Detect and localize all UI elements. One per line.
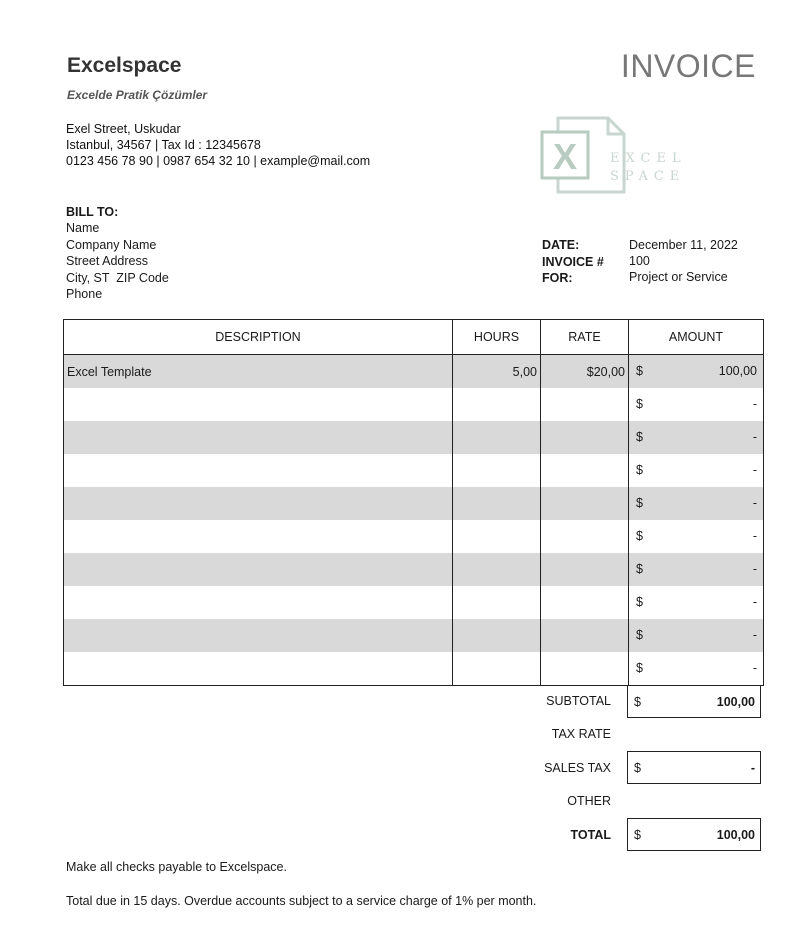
amount-value: -: [752, 397, 757, 411]
rate-cell[interactable]: [541, 487, 629, 520]
header-amount: AMOUNT: [629, 320, 764, 355]
table-row: [64, 487, 764, 520]
excel-space-logo: [540, 114, 690, 194]
subtotal-cell[interactable]: [627, 685, 761, 718]
rate-cell[interactable]: $20,00: [541, 355, 629, 389]
amount-value: -: [752, 595, 757, 609]
bill-to-city: City, ST ZIP Code: [66, 271, 169, 285]
rate-cell[interactable]: [541, 619, 629, 652]
amount-currency: $: [636, 661, 643, 675]
description-cell[interactable]: Excel Template: [64, 355, 453, 389]
description-cell[interactable]: [64, 421, 453, 454]
amount-currency: $: [636, 430, 643, 444]
table-row: [64, 586, 764, 619]
amount-value: -: [752, 529, 757, 543]
rate-cell[interactable]: [541, 388, 629, 421]
description-cell[interactable]: [64, 388, 453, 421]
bill-to-street: Street Address: [66, 254, 148, 268]
amount-cell[interactable]: [629, 355, 764, 389]
date-label: DATE:: [542, 238, 580, 252]
amount-value: -: [752, 430, 757, 444]
for-label: FOR:: [542, 271, 573, 285]
other-label: OTHER: [567, 794, 611, 808]
hours-cell[interactable]: [453, 388, 541, 421]
rate-cell[interactable]: [541, 421, 629, 454]
rate-cell[interactable]: [541, 652, 629, 686]
company-contact-line: 0123 456 78 90 | 0987 654 32 10 | example@mail.com: [66, 154, 371, 168]
company-tagline: Excelde Pratik Çözümler: [67, 88, 208, 102]
hours-cell[interactable]: [453, 421, 541, 454]
hours-cell[interactable]: [453, 520, 541, 553]
description-cell[interactable]: [64, 487, 453, 520]
amount-currency: $: [636, 364, 643, 378]
amount-currency: $: [636, 628, 643, 642]
company-address-line2: Istanbul, 34567 | Tax Id : 12345678: [66, 138, 261, 152]
table-row: [64, 652, 764, 686]
svg-text:EXCEL: EXCEL: [610, 151, 687, 166]
rate-cell[interactable]: [541, 553, 629, 586]
hours-cell[interactable]: [453, 652, 541, 686]
invoice-number-value: 100: [629, 254, 650, 268]
table-row: [64, 553, 764, 586]
table-row: [64, 421, 764, 454]
bill-to-name: Name: [66, 221, 100, 235]
table-row: [64, 454, 764, 487]
hours-cell[interactable]: [453, 454, 541, 487]
amount-currency: $: [636, 562, 643, 576]
amount-currency: $: [636, 397, 643, 411]
amount-cell[interactable]: [629, 586, 764, 619]
description-cell[interactable]: [64, 652, 453, 686]
bill-to-phone: Phone: [66, 287, 103, 301]
total-value: 100,00: [716, 828, 755, 842]
svg-text:X: X: [552, 136, 578, 177]
invoice-number-label: INVOICE #: [542, 255, 604, 269]
amount-currency: $: [636, 496, 643, 510]
svg-text:SPACE: SPACE: [610, 169, 686, 184]
description-cell[interactable]: [64, 553, 453, 586]
company-name: Excelspace: [67, 54, 182, 77]
hours-cell[interactable]: 5,00: [453, 355, 541, 389]
total-cell[interactable]: [627, 818, 761, 851]
sales-tax-label: SALES TAX: [544, 761, 611, 775]
rate-cell[interactable]: [541, 586, 629, 619]
amount-cell[interactable]: [629, 421, 764, 454]
amount-value: -: [752, 463, 757, 477]
total-currency: $: [634, 828, 641, 842]
amount-value: -: [752, 628, 757, 642]
amount-cell[interactable]: [629, 619, 764, 652]
invoice-title: INVOICE: [620, 48, 756, 84]
amount-currency: $: [636, 529, 643, 543]
tax-rate-cell[interactable]: [627, 718, 761, 751]
description-cell[interactable]: [64, 454, 453, 487]
table-row: [64, 619, 764, 652]
hours-cell[interactable]: [453, 586, 541, 619]
amount-cell[interactable]: [629, 520, 764, 553]
table-row: [64, 388, 764, 421]
hours-cell[interactable]: [453, 487, 541, 520]
amount-value: -: [752, 496, 757, 510]
amount-cell[interactable]: [629, 487, 764, 520]
amount-value: 100,00: [718, 364, 757, 378]
description-cell[interactable]: [64, 619, 453, 652]
sales-tax-value: -: [750, 761, 755, 775]
subtotal-currency: $: [634, 695, 641, 709]
total-label: TOTAL: [570, 828, 611, 842]
hours-cell[interactable]: [453, 553, 541, 586]
tax-rate-label: TAX RATE: [551, 727, 611, 741]
table-row: [64, 520, 764, 553]
line-items-table: [63, 319, 764, 686]
rate-cell[interactable]: [541, 520, 629, 553]
payable-note: Make all checks payable to Excelspace.: [66, 860, 287, 874]
table-header-row: [64, 320, 764, 355]
amount-cell[interactable]: [629, 388, 764, 421]
terms-note: Total due in 15 days. Overdue accounts subject to a service charge of 1% per month.: [66, 894, 537, 908]
header-description: DESCRIPTION: [64, 320, 453, 355]
for-value: Project or Service: [629, 270, 728, 284]
amount-currency: $: [636, 463, 643, 477]
subtotal-label: SUBTOTAL: [546, 694, 611, 708]
amount-cell[interactable]: [629, 553, 764, 586]
description-cell[interactable]: [64, 520, 453, 553]
header-rate: RATE: [541, 320, 629, 355]
bill-to-company: Company Name: [66, 238, 157, 252]
amount-cell[interactable]: [629, 454, 764, 487]
rate-cell[interactable]: [541, 454, 629, 487]
table-row: [64, 355, 764, 389]
company-address-line1: Exel Street, Uskudar: [66, 122, 181, 136]
amount-currency: $: [636, 595, 643, 609]
other-cell[interactable]: [627, 785, 761, 818]
amount-value: -: [752, 661, 757, 675]
hours-cell[interactable]: [453, 619, 541, 652]
header-hours: HOURS: [453, 320, 541, 355]
bill-to-label: BILL TO:: [66, 205, 119, 219]
date-value: December 11, 2022: [629, 238, 738, 252]
sales-tax-currency: $: [634, 761, 641, 775]
amount-value: -: [752, 562, 757, 576]
amount-cell[interactable]: [629, 652, 764, 686]
subtotal-value: 100,00: [716, 695, 755, 709]
sales-tax-cell[interactable]: [627, 751, 761, 784]
description-cell[interactable]: [64, 586, 453, 619]
